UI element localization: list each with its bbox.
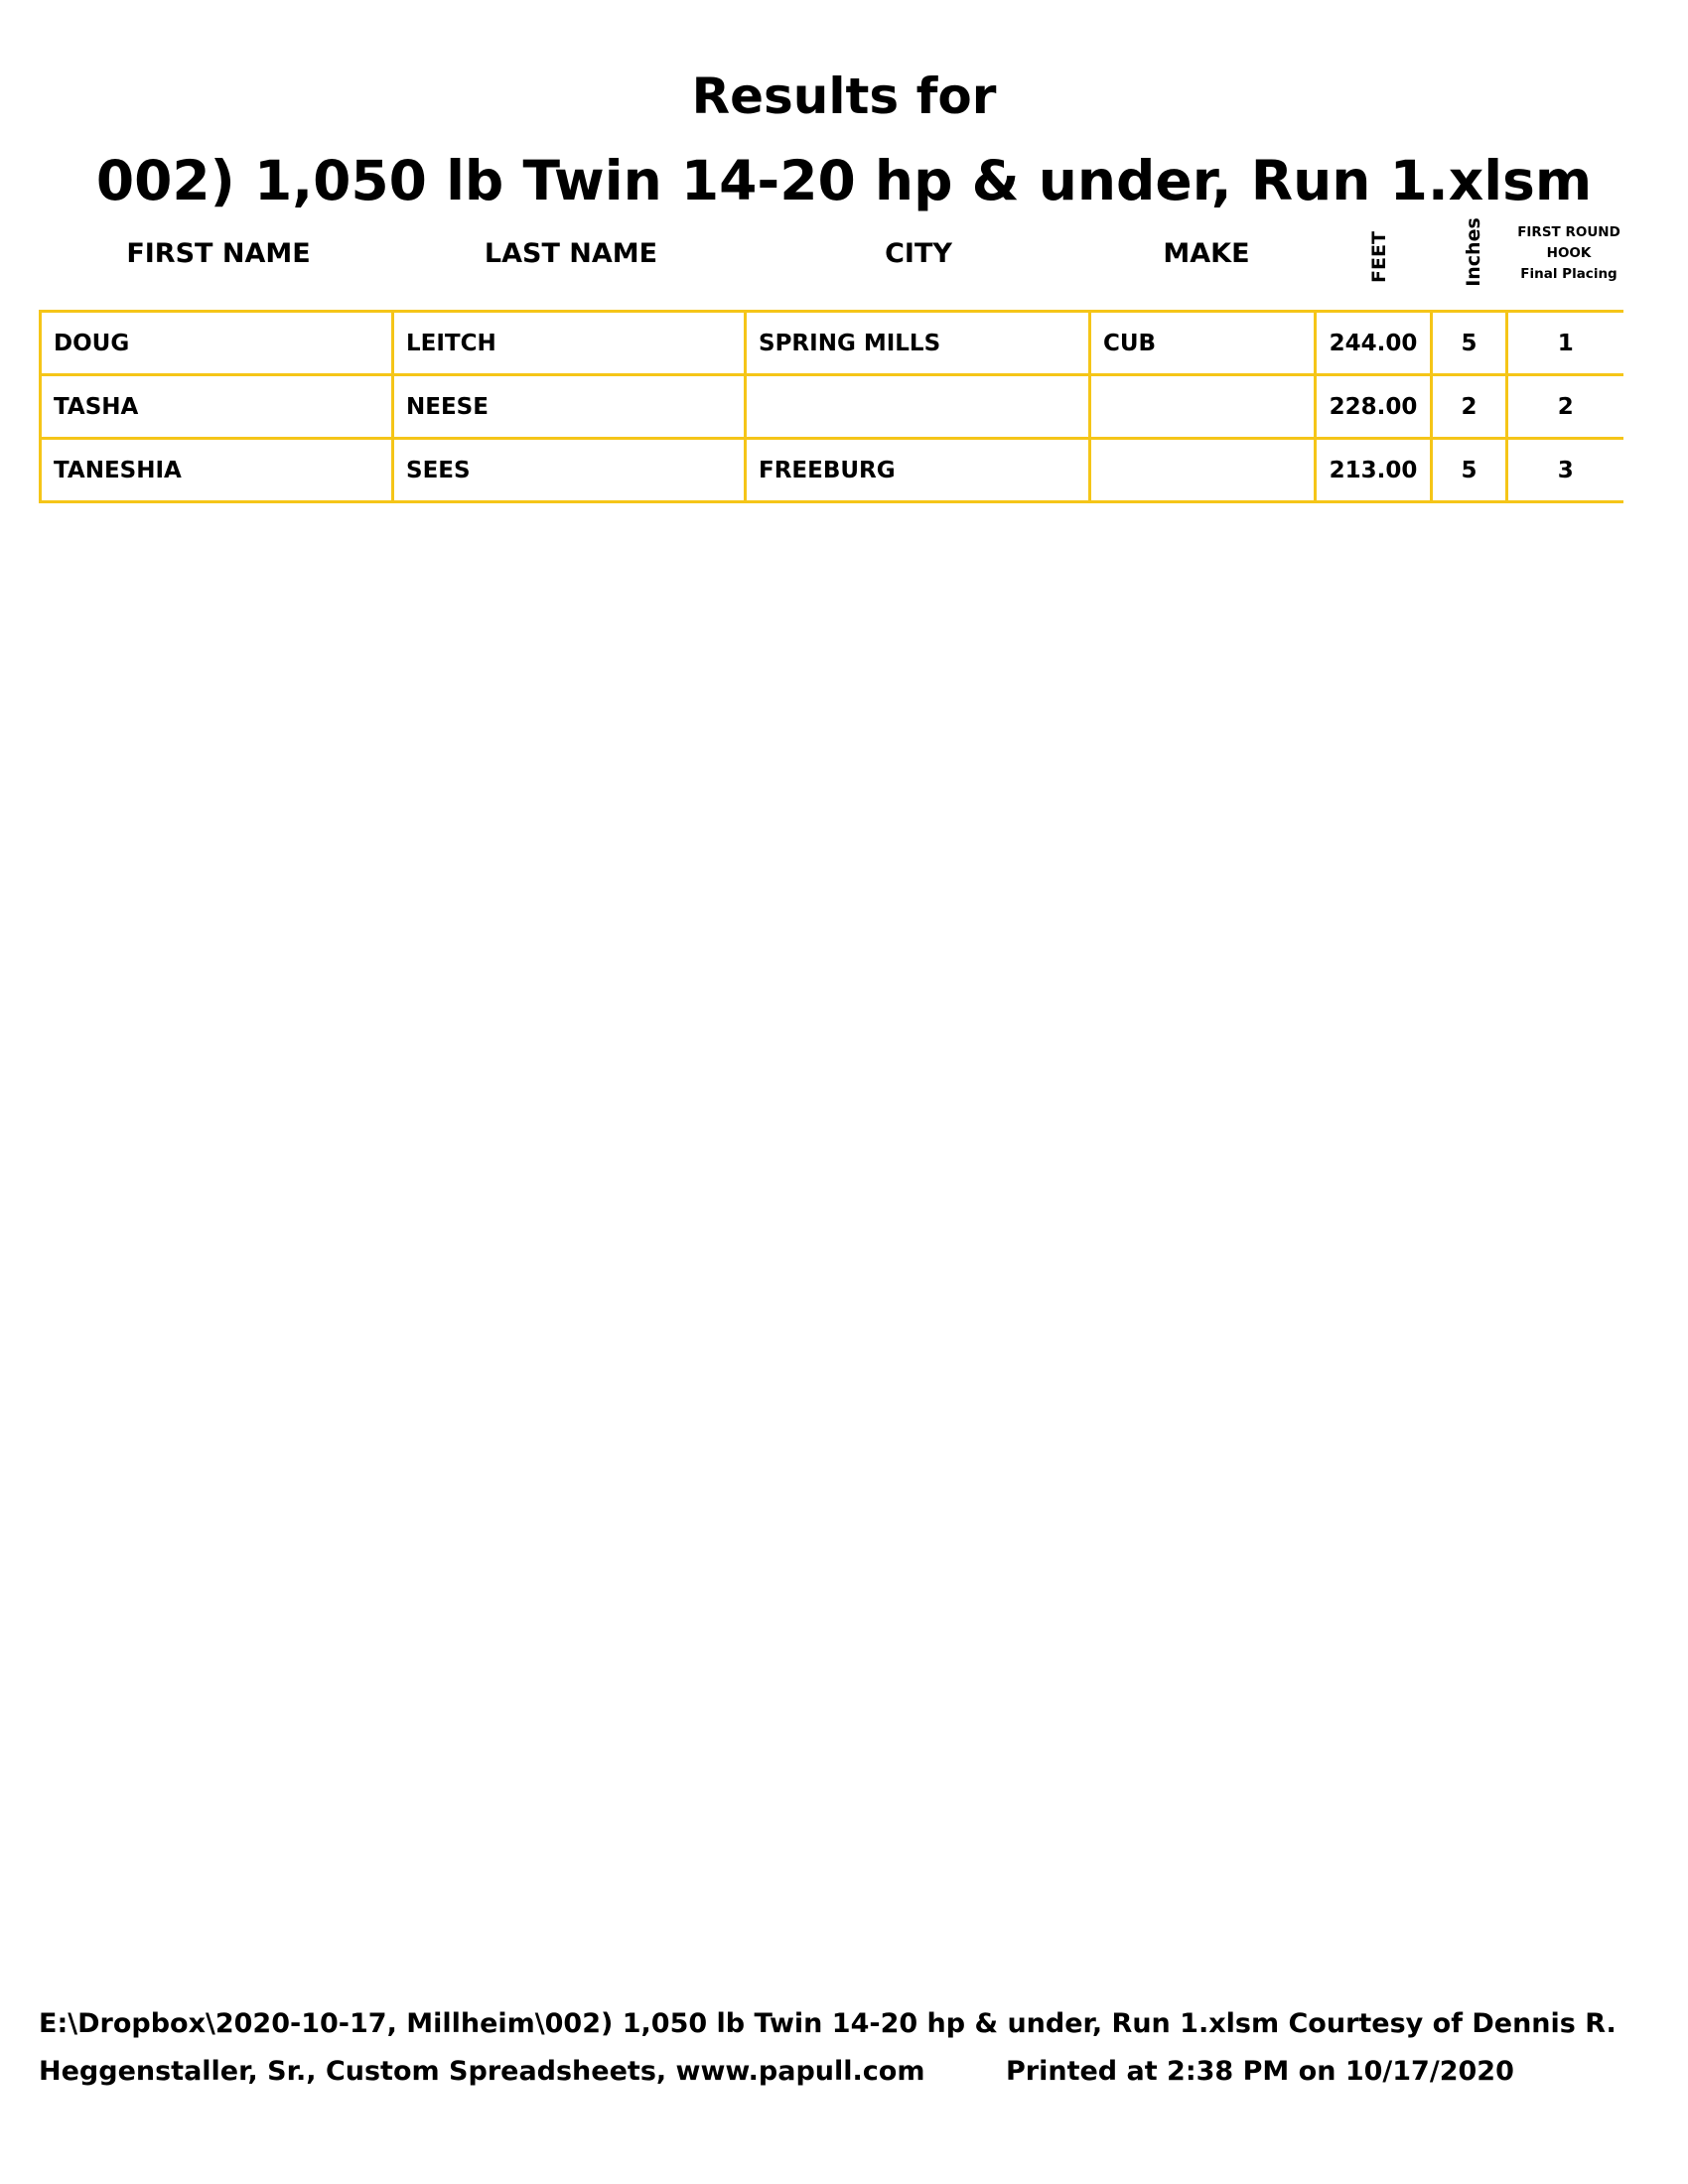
cell-place: 1 bbox=[1507, 312, 1623, 375]
cell-first-name: TANESHIA bbox=[41, 439, 393, 502]
cell-inches: 2 bbox=[1432, 375, 1507, 439]
report-subtitle: 002) 1,050 lb Twin 14-20 hp & under, Run 1.xlsm bbox=[95, 149, 1593, 212]
cell-feet: 228.00 bbox=[1316, 375, 1432, 439]
header-placing-line3: Final Placing bbox=[1520, 266, 1618, 282]
cell-last-name: LEITCH bbox=[393, 312, 746, 375]
footer-credit: Heggenstaller, Sr., Custom Spreadsheets, www.papull.com bbox=[39, 2056, 925, 2087]
footer-file-path: E:\Dropbox\2020-10-17, Millheim\002) 1,050 lb Twin 14-20 hp & under, Run 1.xlsm Courtesy of Dennis R. bbox=[39, 2008, 1617, 2039]
header-placing bbox=[1499, 222, 1638, 285]
cell-inches: 5 bbox=[1432, 439, 1507, 502]
header-city: CITY bbox=[885, 238, 952, 269]
cell-first-name: TASHA bbox=[41, 375, 393, 439]
cell-make bbox=[1090, 375, 1316, 439]
cell-place: 2 bbox=[1507, 375, 1623, 439]
cell-city bbox=[746, 375, 1090, 439]
cell-feet: 244.00 bbox=[1316, 312, 1432, 375]
header-make: MAKE bbox=[1163, 238, 1250, 269]
cell-feet: 213.00 bbox=[1316, 439, 1432, 502]
table-row bbox=[41, 375, 1623, 439]
results-table bbox=[39, 310, 1623, 503]
cell-place: 3 bbox=[1507, 439, 1623, 502]
header-feet: FEET bbox=[1368, 231, 1390, 283]
cell-inches: 5 bbox=[1432, 312, 1507, 375]
header-last-name: LAST NAME bbox=[484, 238, 658, 269]
cell-make: CUB bbox=[1090, 312, 1316, 375]
cell-first-name: DOUG bbox=[41, 312, 393, 375]
header-inches: Inches bbox=[1463, 217, 1484, 287]
cell-last-name: SEES bbox=[393, 439, 746, 502]
report-title: Results for bbox=[691, 68, 997, 125]
table-row bbox=[41, 312, 1623, 375]
cell-make bbox=[1090, 439, 1316, 502]
cell-city: FREEBURG bbox=[746, 439, 1090, 502]
header-placing-line1: FIRST ROUND bbox=[1517, 224, 1620, 240]
header-placing-line2: HOOK bbox=[1546, 245, 1592, 261]
table-row bbox=[41, 439, 1623, 502]
cell-city: SPRING MILLS bbox=[746, 312, 1090, 375]
footer-printed-timestamp: Printed at 2:38 PM on 10/17/2020 bbox=[1006, 2056, 1514, 2087]
header-first-name: FIRST NAME bbox=[126, 238, 311, 269]
cell-last-name: NEESE bbox=[393, 375, 746, 439]
